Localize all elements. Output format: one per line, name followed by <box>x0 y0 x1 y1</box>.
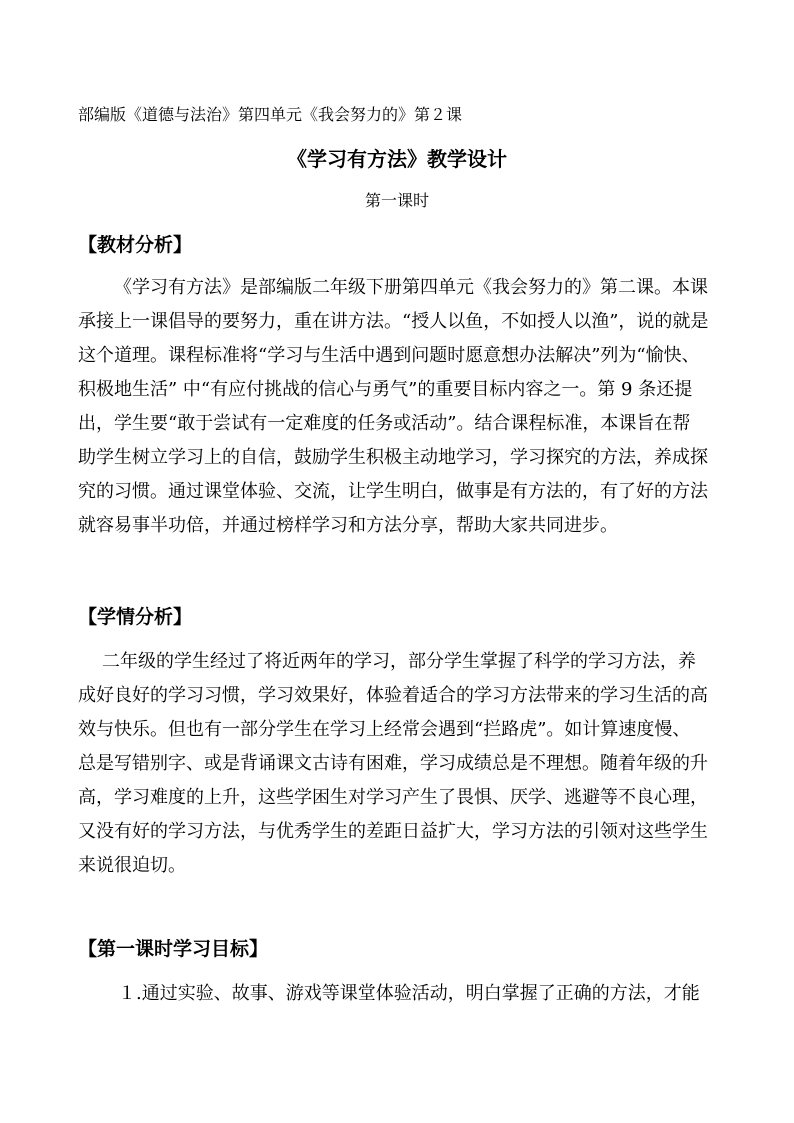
objective-item: １.通过实验、故事、游戏等课堂体验活动，明白掌握了正确的方法，才能 <box>118 983 700 1004</box>
paragraph-line: 承接上一课倡导的要努力，重在讲方法。“授人以鱼，不如授人以渔”，说的就是 <box>78 311 709 332</box>
textbook-analysis-paragraph <box>78 276 718 548</box>
paragraph-line: 助学生树立学习上的自信，鼓励学生积极主动地学习，学习探究的方法，养成探 <box>78 447 708 468</box>
section-heading-learning-objectives: 【第一课时学习目标】 <box>78 938 269 960</box>
section-heading-textbook-analysis: 【教材分析】 <box>78 234 193 256</box>
paragraph-line: 来说很迫切。 <box>78 855 186 876</box>
section-heading-learner-analysis: 【学情分析】 <box>78 606 193 628</box>
paragraph-line: 出，学生要“敢于尝试有一定难度的任务或活动”。结合课程标准，本课旨在帮 <box>78 413 691 434</box>
paragraph-line: 效与快乐。但也有一部分学生在学习上经常会遇到“拦路虎”。如计算速度慢、 <box>78 719 691 740</box>
paragraph-line: 究的习惯。通过课堂体验、交流，让学生明白，做事是有方法的，有了好的方法 <box>78 481 708 502</box>
learning-objectives-list <box>78 982 718 1016</box>
paragraph-line: 总是写错别字、或是背诵课文古诗有困难，学习成绩总是不理想。随着年级的升 <box>78 753 708 774</box>
document-title: 《学习有方法》教学设计 <box>287 147 507 171</box>
paragraph-line: 成好良好的学习习惯，学习效果好，体验着适合的学习方法带来的学习生活的高 <box>78 685 708 706</box>
paragraph-line: 又没有好的学习方法，与优秀学生的差距日益扩大，学习方法的引领对这些学生 <box>78 821 708 842</box>
learner-analysis-paragraph <box>78 650 718 888</box>
paragraph-line: 积极地生活” 中“有应付挑战的信心与勇气”的重要目标内容之一。第 9 条还提 <box>78 379 693 400</box>
paragraph-line: 这个道理。课程标准将“学习与生活中遇到问题时愿意想办法解决”列为“愉快、 <box>78 345 700 366</box>
lesson-label: 第一课时 <box>364 191 429 210</box>
document-subtitle: 部编版《道德与法治》第四单元《我会努力的》第２课 <box>78 105 463 124</box>
paragraph-line: 就容易事半功倍，并通过榜样学习和方法分享，帮助大家共同进步。 <box>78 515 618 536</box>
paragraph-line: 《学习有方法》是部编版二年级下册第四单元《我会努力的》第二课。本课 <box>114 277 708 298</box>
paragraph-line: 高，学习难度的上升，这些学困生对学习产生了畏惧、厌学、逃避等不良心理， <box>78 787 708 808</box>
paragraph-line: 二年级的学生经过了将近两年的学习，部分学生掌握了科学的学习方法，养 <box>102 651 696 672</box>
